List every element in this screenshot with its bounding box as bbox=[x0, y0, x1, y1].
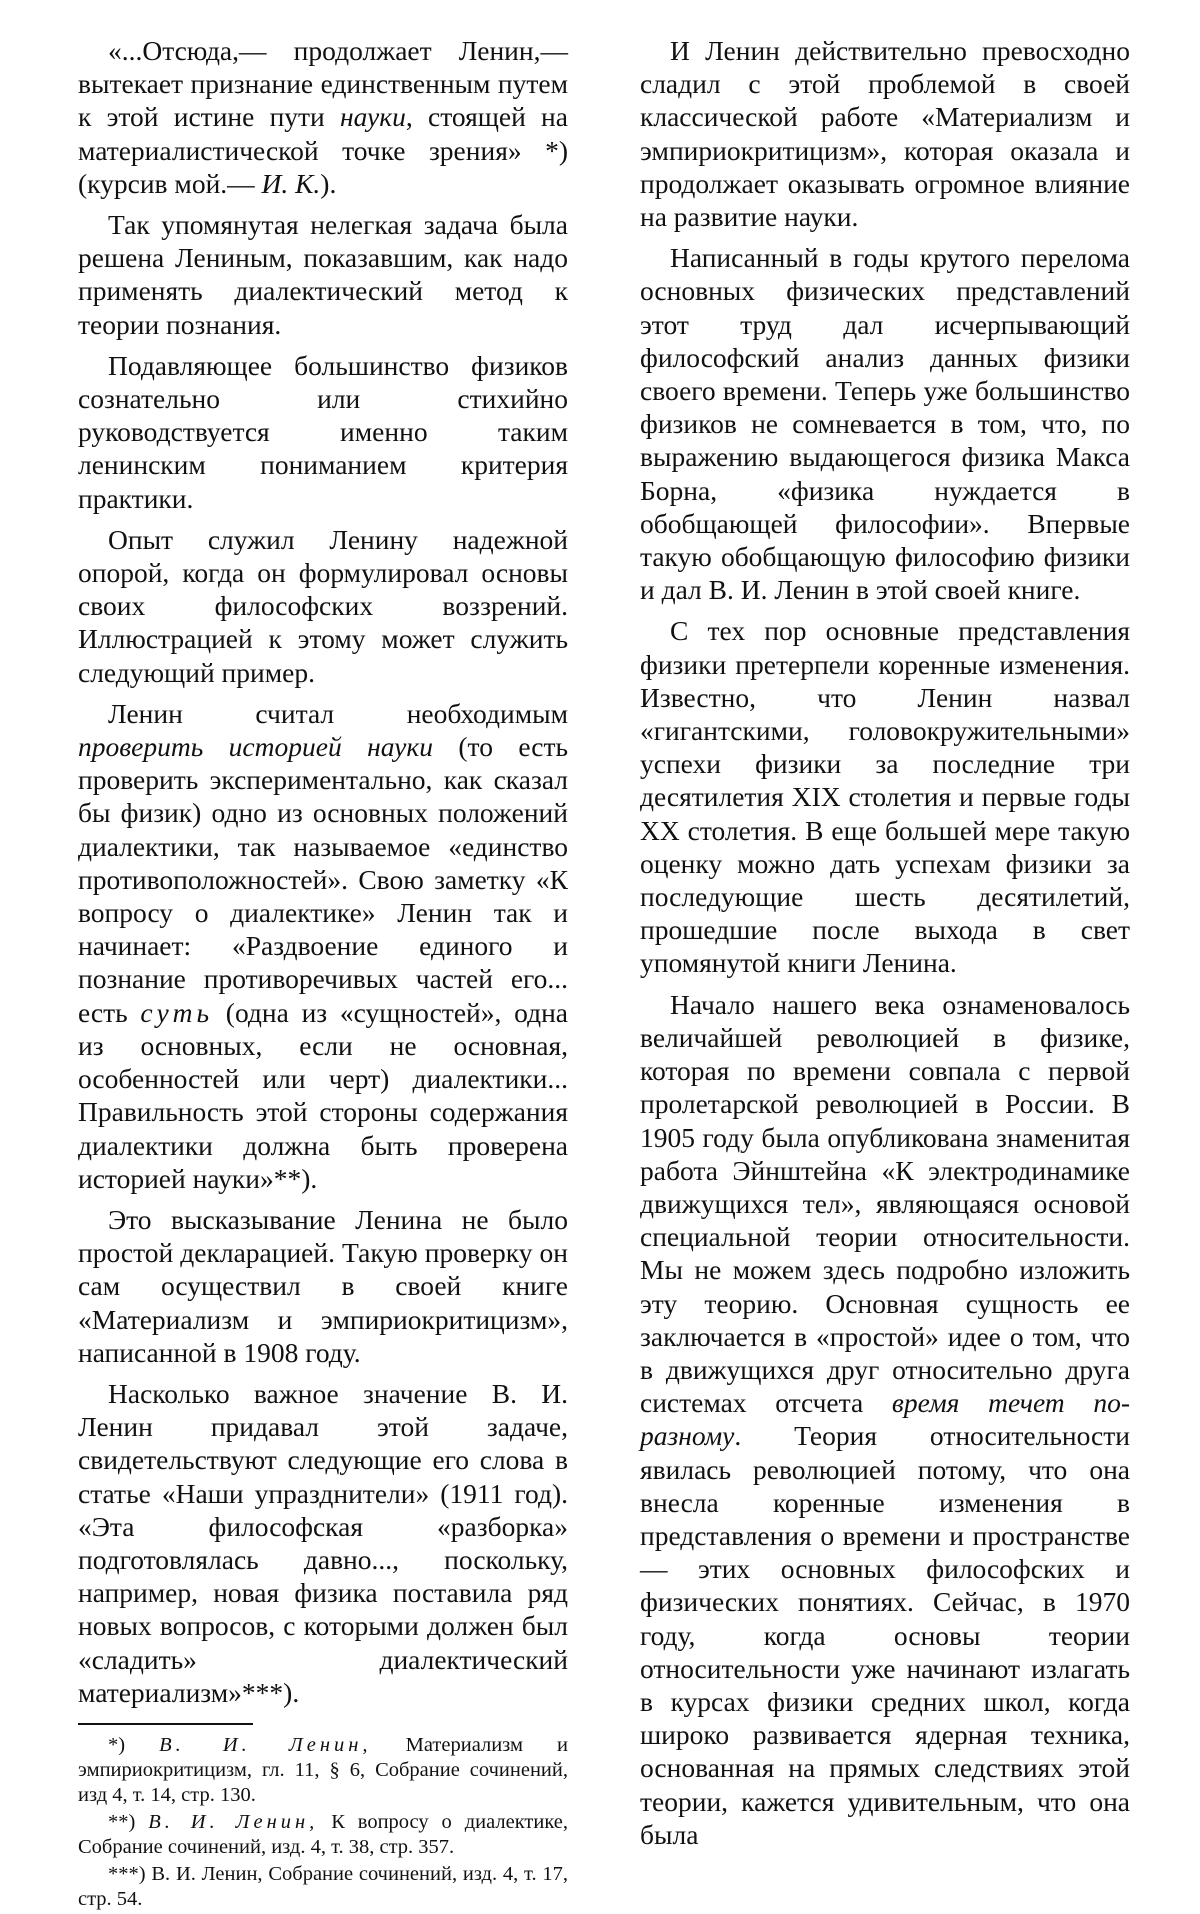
text-run: ***) В. И. Ленин, Собрание сочинений, изд. 4, т. 17, стр. 54. bbox=[78, 1862, 568, 1910]
paragraph bbox=[78, 523, 568, 689]
italic-text-run: время течет по-разному bbox=[640, 1387, 1130, 1452]
paragraph bbox=[78, 34, 568, 200]
footnote bbox=[78, 1733, 568, 1808]
text-run: Материализм и эмпириокритицизм, гл. 11, § 6, Собрание сочинений, изд 4, т. 14, стр. 130. bbox=[78, 1733, 568, 1806]
paragraph bbox=[78, 208, 568, 341]
left-column-body bbox=[78, 34, 568, 1709]
text-run: К вопросу о диалектике, Собрание сочинений, изд. 4, т. 38, стр. 357. bbox=[78, 1810, 568, 1858]
text-run: Подавляющее большинство физиков сознательно или стихийно руководствуется именно таким ленинским пониманием критерия практики. bbox=[78, 349, 568, 514]
text-run: (то есть проверить экспериментально, как сказал бы физик) одно из основных положений диалектики, так называемое «единство противоположностей». Свою заметку «К вопросу о диалектике» Ленин так и начинает: «Раздвоение единого и познание противоречивых частей его... есть bbox=[78, 731, 569, 1028]
footnote bbox=[78, 1862, 568, 1912]
text-run: С тех пор основные представления физики претерпели коренные изменения. Известно, что Ленин назвал «гигантскими, головокружительными» успехи физики за последние три десятилетия XIX столетия и первые годы XX столетия. В еще большей мере такую оценку можно дать успехам физики за последующие шесть десятилетий, прошедшие после выхода в свет упомянутой книги Ленина. bbox=[640, 615, 1130, 979]
text-run: «...Отсюда,— продолжает Ленин,— вытекает признание единственным путем к этой истине пути bbox=[78, 35, 568, 133]
paragraph bbox=[78, 349, 568, 515]
right-column bbox=[640, 34, 1130, 1859]
italic-text-run: проверить историей науки bbox=[78, 731, 433, 763]
text-run: Так упомянутая нелегкая задача была решена Лениным, показавшим, как надо применять диалектический метод к теории познания. bbox=[78, 209, 568, 340]
text-run: Насколько важное значение В. И. Ленин придавал этой задаче, свидетельствуют следующие его слова в статье «Наши упразднители» (1911 год). «Эта философская «разборка» подготовлялась давно..., поскольку, например, новая физика поставила ряд новых вопросов, с которыми должен был «сладить» диалектический материализм»***). bbox=[78, 1377, 568, 1708]
text-run: (одна из «сущностей», одна из основных, если не основная, особенностей или черт) диалектики... Правильность этой стороны содержания диалектики должна быть проверена историей науки»**). bbox=[78, 996, 568, 1194]
text-run: Написанный в годы крутого перелома основных физических представлений этот труд дал исчерпывающий философский анализ данных физики своего времени. Теперь уже большинство физиков не сомневается в том, что, по выражению выдающегося физика Макса Борна, «физика нуждается в обобщающей философии». Впервые такую обобщающую философию физики и дал В. И. Ленин в этой своей книге. bbox=[640, 242, 1130, 606]
spaced-text-run: суть bbox=[140, 996, 214, 1028]
paragraph bbox=[78, 1203, 568, 1369]
text-run: *) bbox=[108, 1733, 160, 1756]
text-run: Ленин считал необходимым bbox=[108, 697, 568, 729]
text-run: ). bbox=[320, 167, 337, 199]
text-run: **) bbox=[108, 1810, 149, 1833]
footnotes bbox=[78, 1733, 568, 1912]
right-column-body bbox=[640, 34, 1130, 1851]
left-column bbox=[78, 34, 568, 1914]
paragraph bbox=[640, 988, 1130, 1851]
paragraph bbox=[78, 697, 568, 1195]
italic-text-run: И. К. bbox=[261, 167, 321, 199]
spaced-text-run: В. И. Ленин, bbox=[148, 1810, 319, 1833]
spaced-text-run: В. И. Ленин, bbox=[159, 1733, 372, 1756]
paragraph bbox=[640, 34, 1130, 233]
text-run: . Теория относительности явилась революцией потому, что она внесла коренные изменения в представления о времени и пространстве— этих основных философских и физических понятиях. Сейчас, в 1970 году, когда основы теории относительности уже начинают излагать в курсах физики средних школ, когда широко развивается ядерная техника, основанная на прямых следствиях этой теории, кажется удивительным, что она была bbox=[640, 1420, 1130, 1850]
paragraph bbox=[640, 614, 1130, 979]
text-run: , стоящей на материалистической точке зрения» *) (курсив мой.— bbox=[78, 101, 568, 199]
footnote-divider bbox=[78, 1723, 253, 1725]
text-run: Это высказывание Ленина не было простой декларацией. Такую проверку он сам осуществил в своей книге «Материализм и эмпириокритицизм», написанной в 1908 году. bbox=[78, 1203, 568, 1368]
text-run: Опыт служил Ленину надежной опорой, когда он формулировал основы своих философских воззрений. Иллюстрацией к этому может служить следующий пример. bbox=[78, 523, 568, 688]
text-run: Начало нашего века ознаменовалось величайшей революцией в физике, которая по времени совпала с первой пролетарской революцией в России. В 1905 году была опубликована знаменитая работа Эйнштейна «К электродинамике движущихся тел», являющаяся основой специальной теории относительности. Мы не можем здесь подробно изложить эту теорию. Основная сущность ее заключается в «простой» идее о том, что в движущихся друг относительно друга системах отсчета bbox=[640, 988, 1130, 1419]
paragraph bbox=[640, 241, 1130, 606]
italic-text-run: науки bbox=[340, 101, 406, 133]
text-run: И Ленин действительно превосходно сладил с этой проблемой в своей классической работе «Материализм и эмпириокритицизм», которая оказала и продолжает оказывать огромное влияние на развитие науки. bbox=[640, 35, 1130, 233]
paragraph bbox=[78, 1377, 568, 1709]
footnote bbox=[78, 1810, 568, 1860]
